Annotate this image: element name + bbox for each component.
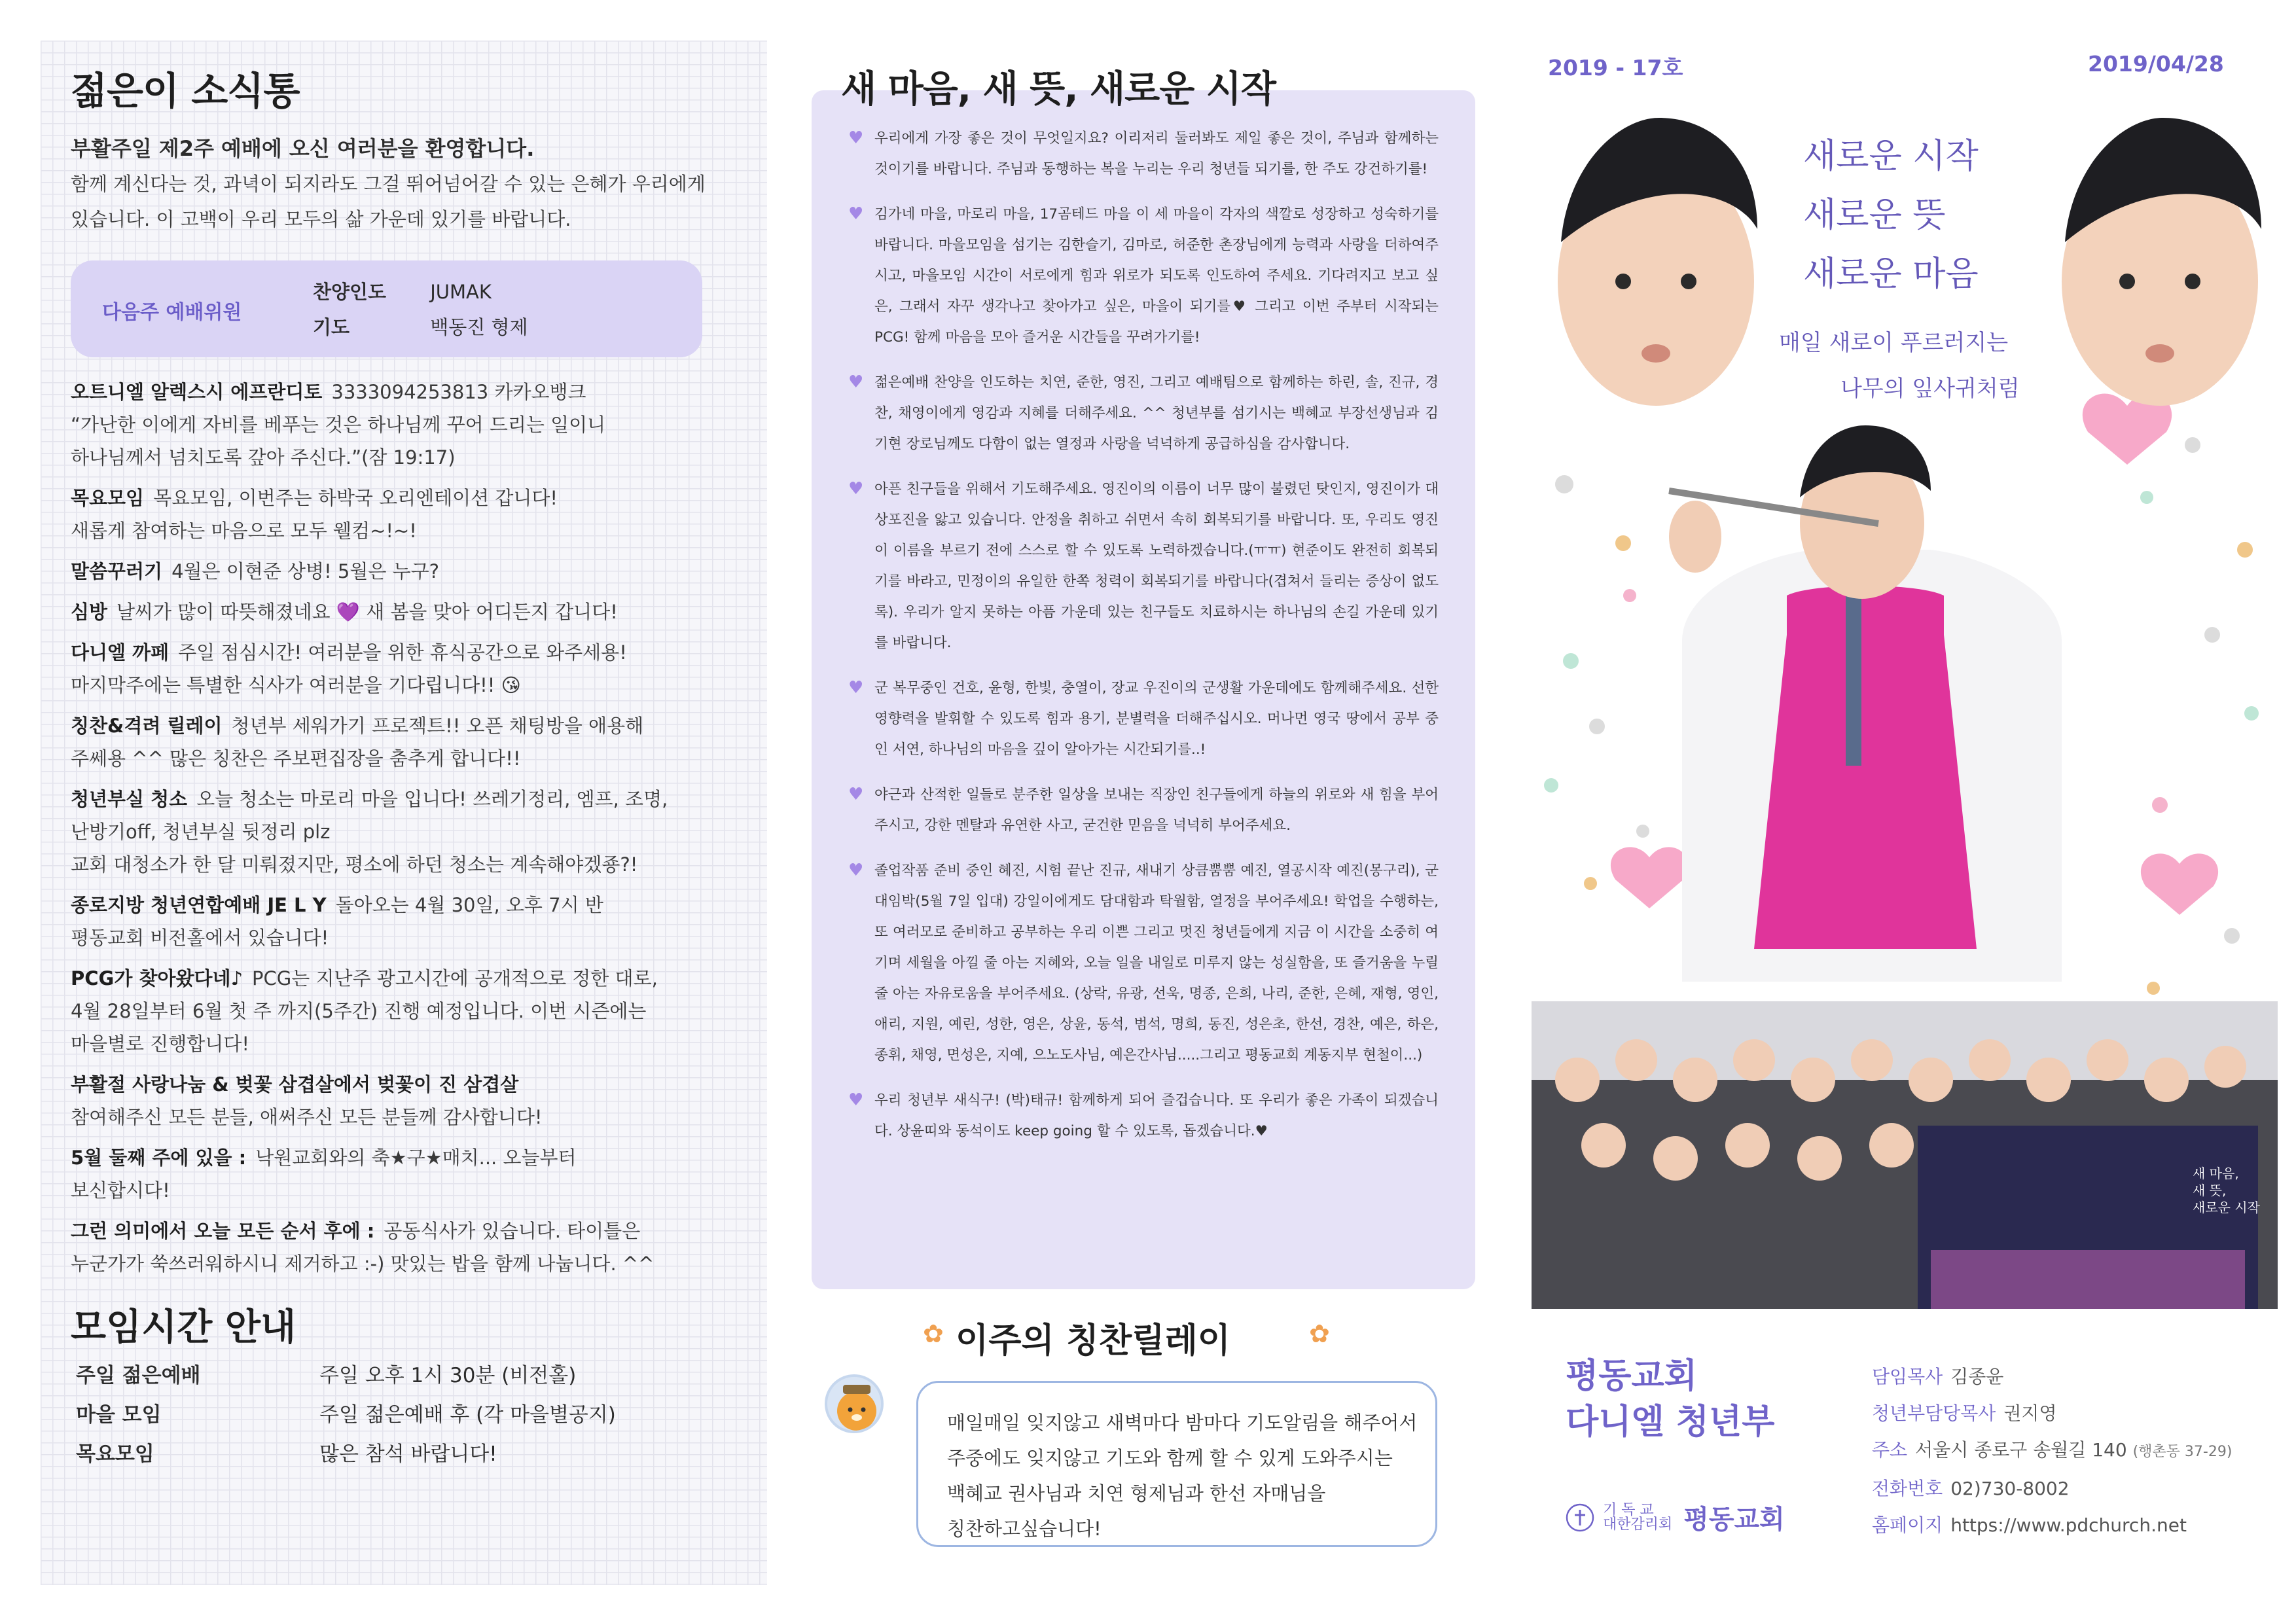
heart-icon: ♥ — [848, 479, 864, 499]
info-value: 권지영 — [2003, 1402, 2057, 1424]
relay-title: 이주의 칭찬릴레이 — [956, 1321, 1230, 1361]
meeting-row — [71, 1356, 740, 1395]
logo-small-text: 기 독 교 — [1603, 1501, 1654, 1518]
news-text: 4월 28일부터 6월 첫 주 까지(5주간) 진행 예정입니다. 이번 시즌에는 — [71, 1000, 647, 1022]
news-item-pcg — [71, 962, 740, 1060]
heart-icon: ♥ — [848, 861, 864, 880]
meeting-name: 주일 젊은예배 — [76, 1364, 201, 1387]
news-text: PCG는 지난주 광고시간에 공개적으로 정한 대로, — [252, 967, 658, 990]
confetti-icon: ✿ — [1309, 1319, 1330, 1348]
news-text: 주쎄용 ^^ 많은 칭찬은 주보편집장을 춤추게 합니다!! — [71, 747, 521, 770]
worship-person: JUMAK — [430, 281, 492, 303]
meeting-name: 마을 모임 — [76, 1403, 162, 1427]
meeting-time: 주일 오후 1시 30분 (비전홀) — [319, 1364, 577, 1387]
news-item-soccer — [71, 1141, 740, 1207]
prayer-item — [848, 1085, 1439, 1147]
news-text: 4월은 이현준 상병! 5월은 누구? — [171, 560, 440, 582]
news-heading: 목요모임 — [71, 487, 145, 509]
heart-icon: ♥ — [848, 785, 864, 804]
homepage-link[interactable]: https://www.pdchurch.net — [1950, 1514, 2187, 1536]
prayer-text: 군 복무중인 건호, 윤형, 한빛, 충열이, 장교 우진이의 군생활 가운데에도 함께해주세요. 선한 영향력을 발휘할 수 있도록 힘과 용기, 분별력을 더해주십시오. 머나먼 영국 땅에서 공부 중인 서연, 하나님의 마음을 깊이 알아가는 시간되기를..! — [874, 680, 1439, 758]
news-text: 청년부 세워가기 프로젝트!! 오픈 채팅방을 애용해 — [231, 715, 644, 737]
relay-bubble — [916, 1381, 1437, 1547]
church-info — [1872, 1359, 2232, 1544]
news-text: 교회 대청소가 한 달 미뤄졌지만, 평소에 하던 청소는 계속해야겠죵?! — [71, 853, 638, 876]
info-row-homepage[interactable] — [1872, 1507, 2232, 1544]
news-item-meal — [71, 1215, 740, 1280]
meeting-time: 많은 참석 바랍니다! — [319, 1442, 497, 1466]
news-item-offering — [71, 376, 740, 474]
heart-icon: ♥ — [848, 372, 864, 392]
prayer-item — [848, 199, 1439, 353]
handwritten-line: 새로운 마음 — [1803, 255, 1979, 294]
lion-character-icon — [827, 1377, 884, 1433]
worship-row-praise — [313, 277, 492, 304]
church-name — [1566, 1353, 1775, 1445]
meeting-title: 모임시간 안내 — [71, 1306, 296, 1349]
info-key: 주소 — [1872, 1439, 1908, 1461]
news-text: 새롭게 참여하는 마음으로 모두 웰컴~!~! — [71, 520, 417, 542]
news-item-easter — [71, 1068, 740, 1133]
news-heading: 말씀꾸러기 — [71, 560, 163, 582]
person-in-apron — [1669, 425, 2062, 982]
news-text: 날씨가 많이 따뜻해졌네요 💜 새 봄을 맞아 어디든지 갑니다! — [117, 601, 618, 623]
info-row-pastor — [1872, 1359, 2232, 1395]
prayer-text: 아픈 친구들을 위해서 기도해주세요. 영진이의 이름이 너무 많이 불렸던 탓인지, 영진이가 대상포진을 앓고 있습니다. 안정을 취하고 쉬면서 속히 회복되기를 바랍니다. 또, 우리도 영진이 이름을 부르기 전에 스스로 할 수 있도록 노력하겠습니다.(ㅠㅠ) 현준이도 완전히 회복되기를 바라고, 민정이의 유일한 한쪽 청력이 회복되기를 바랍니다(겹쳐서 들리는 증상이 없도록). 우리가 알지 못하는 아픔 가운데 있는 친구들도 치료하시는 하나님의 손길 가운데 있기를 바랍니다. — [874, 481, 1439, 651]
info-key: 전화번호 — [1872, 1478, 1943, 1499]
news-text: 오늘 청소는 마로리 마을 입니다! 쓰레기정리, 엠프, 조명, — [196, 788, 668, 810]
prayer-item — [848, 855, 1439, 1071]
banner-text: 새로운 시작 — [2193, 1200, 2260, 1215]
logo-main-text: 평동교회 — [1683, 1505, 1785, 1535]
news-item-word — [71, 555, 740, 588]
news-item-visit — [71, 596, 740, 628]
info-key: 홈페이지 — [1872, 1514, 1943, 1536]
news-item-cafe — [71, 636, 740, 702]
news-item-cleaning — [71, 783, 740, 881]
worship-role: 찬양인도 — [313, 281, 387, 303]
news-heading: 청년부실 청소 — [71, 788, 188, 810]
worship-row-prayer — [313, 313, 528, 340]
next-worship-label: 다음주 예배위원 — [102, 301, 242, 324]
news-text: “가난한 이에게 자비를 베푸는 것은 하나님께 꾸어 드리는 일이니 — [71, 414, 606, 436]
news-text: 낙원교회와의 축★구★매치... 오늘부터 — [255, 1147, 577, 1169]
head-left — [1558, 118, 1757, 406]
news-text: 3333094253813 카카오뱅크 — [331, 381, 586, 403]
prayer-text: 우리에게 가장 좋은 것이 무엇일지요? 이리저리 둘러봐도 제일 좋은 것이, 주님과 함께하는 것이기를 바랍니다. 주님과 동행하는 복을 누리는 우리 청년들 되기를, 한 주도 강건하기를! — [874, 130, 1439, 177]
news-heading: 오트니엘 알렉스시 에프란디토 — [71, 381, 323, 403]
prayer-item — [848, 367, 1439, 459]
heart-icon: ♥ — [848, 1090, 864, 1110]
prayer-text: 젊은예배 찬양을 인도하는 치연, 준한, 영진, 그리고 예배팀으로 함께하는 하린, 솔, 진규, 경찬, 채영이에게 영감과 지혜를 더해주세요. ^^ 청년부를 섬기시는 백혜교 부장선생님과 김기현 장로님께도 다함이 없는 열정과 사랑을 넉넉하게 공급하심을 감사합니다. — [874, 374, 1439, 452]
news-heading: 칭찬&격려 릴레이 — [71, 715, 223, 737]
news-text: 참여해주신 모든 분들, 애써주신 모든 분들께 감사합니다! — [71, 1106, 543, 1128]
news-item-jely — [71, 889, 740, 954]
welcome-line: 있습니다. 이 고백이 우리 모두의 삶 가운데 있기를 바랍니다. — [71, 208, 571, 230]
welcome-body — [71, 166, 740, 237]
prayer-item — [848, 474, 1439, 658]
news-text: 평동교회 비전홀에서 있습니다! — [71, 927, 329, 949]
news-heading: 다니엘 까페 — [71, 641, 170, 664]
news-title: 젊은이 소식통 — [71, 69, 300, 113]
meeting-table — [71, 1356, 740, 1474]
relay-text: 백혜교 권사님과 치연 형제님과 한선 자매님을 — [947, 1482, 1326, 1505]
prayer-item — [848, 123, 1439, 185]
news-heading: 5월 둘째 주에 있을 : — [71, 1147, 247, 1169]
prayer-panel — [812, 90, 1475, 1289]
worship-person: 백동진 형제 — [430, 316, 528, 338]
church-logo — [1566, 1499, 1785, 1536]
meeting-time: 주일 젊은예배 후 (각 마을별공지) — [319, 1403, 616, 1427]
prayer-text: 우리 청년부 새식구! (박)태규! 함께하게 되어 즐겁습니다. 또 우리가 좋은 가족이 되겠습니다. 상윤띠와 동석이도 keep going 할 수 있도록, 돕겠습니다.♥ — [874, 1092, 1439, 1139]
news-heading: 그런 의미에서 오늘 모든 순서 후에 : — [71, 1220, 375, 1242]
news-heading: 부활절 사랑나눔 & 벚꽃 삼겹살에서 벚꽃이 진 삼겹살 — [71, 1073, 519, 1096]
news-panel — [41, 41, 767, 1585]
meeting-name: 목요모임 — [76, 1442, 154, 1466]
news-text: 공동식사가 있습니다. 타이틀은 — [384, 1220, 641, 1242]
confetti-icon: ✿ — [923, 1319, 944, 1348]
news-heading: 심방 — [71, 601, 108, 623]
heart-icon: ♥ — [848, 678, 864, 698]
news-heading: PCG가 찾아왔다네♪ — [71, 967, 243, 990]
prayer-item — [848, 673, 1439, 765]
youth-department-title: 다니엘 청년부 — [1566, 1402, 1775, 1442]
news-heading: 종로지방 청년연합예배 JE L Y — [71, 894, 327, 916]
handwritten-line: 매일 새로이 푸르러지는 — [1779, 330, 2009, 356]
prayer-text: 김가네 마을, 마로리 마을, 17곰테드 마을 이 세 마을이 각자의 색깔로 성장하고 성숙하기를 바랍니다. 마을모임을 섬기는 김한슬기, 김마로, 허준한 촌장님에게 능력과 사랑을 더하여주시고, 마을모임 시간이 서로에게 힘과 위로가 되도록 인도하여 주세요. 기다려지고 보고 싶은, 그래서 자꾸 생각나고 찾아가고 싶은, 마을이 되기를♥ 그리고 이번 주부터 시작되는 PCG! 함께 마음을 모아 즐거운 시간들을 꾸려가기를! — [874, 206, 1439, 346]
news-text: 누군가가 쑥쓰러워하시니 제거하고 :-) 맛있는 밥을 함께 나눕니다. ^^ — [71, 1253, 655, 1275]
info-key: 담임목사 — [1872, 1366, 1943, 1387]
church-emblem-icon — [1566, 1503, 1594, 1532]
avatar — [825, 1374, 884, 1433]
news-text: 목요모임, 이번주는 하박국 오리엔테이션 갑니다! — [153, 487, 558, 509]
news-text: 돌아오는 4월 30일, 오후 7시 반 — [335, 894, 603, 916]
news-text: 보신합시다! — [71, 1179, 170, 1202]
info-subvalue: (행촌동 37-29) — [2132, 1444, 2233, 1460]
info-value: 서울시 종로구 송월길 140 — [1915, 1439, 2127, 1461]
info-value: 02)730-8002 — [1950, 1478, 2070, 1499]
issue-date: 2019/04/28 — [2088, 51, 2224, 77]
news-text: 마을별로 진행합니다! — [71, 1033, 249, 1055]
news-text: 주일 점심시간! 여러분을 위한 휴식공간으로 와주세용! — [178, 641, 627, 664]
news-text: 마지막주에는 특별한 식사가 여러분을 기다립니다!! 😘 — [71, 674, 521, 696]
heart-icon: ♥ — [848, 128, 864, 148]
relay-text: 칭찬하고싶습니다! — [947, 1518, 1102, 1540]
issue-number: 2019 - 17호 — [1548, 55, 1683, 80]
meeting-row — [71, 1435, 740, 1474]
prayer-text: 졸업작품 준비 중인 혜진, 시험 끝난 진규, 새내기 상큼뿜뿜 예진, 열공시작 예진(몽구리), 군대임박(5월 7일 입대) 강일이에게도 담대함과 탁월함, 열정을 부어주세요! 학업을 수행하는, 또 여러모로 준비하고 공부하는 우리 이쁜 그리고 멋진 청년들에게 지금 이 시간을 소중히 여기며 세월을 아낄 줄 아는 지혜와, 오늘 일을 내일로 미루지 않는 성실함을, 또 즐거움을 누릴 줄 아는 자유로움을 부어주세요. (상락, 유광, 선욱, 명종, 은희, 나리, 준한, 은혜, 재형, 영인, 애리, 지원, 예린, 성한, 영은, 상윤, 동석, 범석, 명희, 동진, 성은초, 한선, 경찬, 예은, 하은, 종휘, 채영, 면성은, 지예, 으노도사님, 예은간사님.....그리고 평동교회 계동지부 현철이...) — [874, 863, 1439, 1063]
group-photo — [1532, 1001, 2278, 1309]
church-title: 평동교회 — [1566, 1357, 1697, 1396]
welcome-heading: 부활주일 제2주 예배에 오신 여러분을 환영합니다. — [71, 136, 535, 161]
handwritten-line: 나무의 잎사귀처럼 — [1840, 376, 2020, 402]
prayer-item — [848, 779, 1439, 841]
info-key: 청년부담당목사 — [1872, 1402, 1996, 1424]
next-worship-box — [71, 260, 702, 357]
relay-text: 주중에도 잊지않고 기도와 함께 할 수 있게 도와주시는 — [947, 1447, 1393, 1469]
meeting-row — [71, 1395, 740, 1435]
relay-text: 매일매일 잊지않고 새벽마다 밤마다 기도알림을 해주어서 — [947, 1412, 1418, 1434]
welcome-line: 함께 계신다는 것, 과녁이 되지라도 그걸 뛰어넘어갈 수 있는 은혜가 우리에게 — [71, 173, 706, 195]
news-list — [71, 376, 740, 1280]
prayer-text: 야근과 산적한 일들로 분주한 일상을 보내는 직장인 친구들에게 하늘의 위로와 새 힘을 부어주시고, 강한 멘탈과 유연한 사고, 굳건한 믿음을 넉넉히 부어주세요. — [874, 787, 1439, 834]
info-row-phone — [1872, 1471, 2232, 1507]
banner-text: 새 뜻, — [2193, 1183, 2227, 1198]
news-item-thursday — [71, 482, 740, 547]
news-text: 하나님께서 넘치도록 갚아 주신다.”(잠 19:17) — [71, 446, 456, 469]
head-right — [2062, 118, 2261, 406]
banner-text: 새 마음, — [2193, 1166, 2239, 1181]
logo-small-text: 대한감리회 — [1603, 1516, 1673, 1533]
logo-subtext — [1603, 1503, 1672, 1532]
news-item-relay — [71, 709, 740, 775]
info-row-youth-pastor — [1872, 1395, 2232, 1432]
info-value: 김종윤 — [1950, 1366, 2004, 1387]
handwritten-line: 새로운 시작 — [1803, 137, 1979, 176]
prayer-title: 새 마음, 새 뜻, 새로운 시작 — [841, 68, 1276, 111]
heart-icon: ♥ — [848, 204, 864, 224]
handwritten-line: 새로운 뜻 — [1803, 196, 1946, 235]
news-text: 난방기off, 청년부실 뒷정리 plz — [71, 821, 331, 843]
info-row-address — [1872, 1432, 2232, 1471]
worship-role: 기도 — [313, 316, 350, 338]
